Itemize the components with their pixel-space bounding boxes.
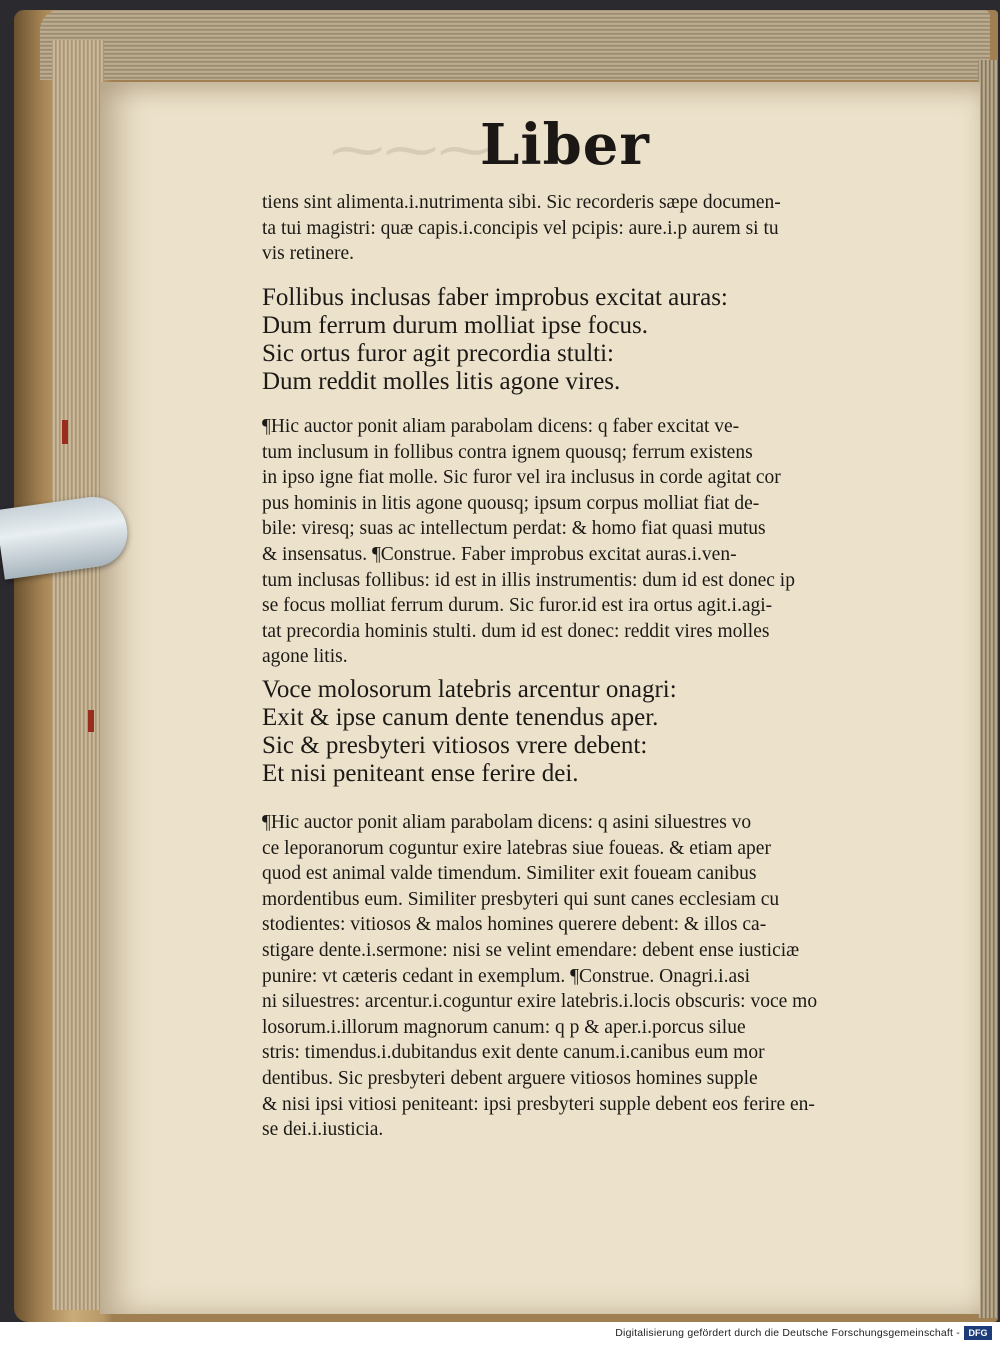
text-line: losorum.i.illorum magnorum canum: q p & aper.i.porcus silue <box>262 1016 746 1038</box>
text-line: ¶Hic auctor ponit aliam parabolam dicens: q asini siluestres vo <box>262 812 752 833</box>
text-line: bile: viresq; suas ac intellectum perdat: & homo fiat quasi mutus <box>262 518 766 540</box>
book-page-edges <box>52 40 104 1310</box>
commentary-block-2 <box>262 810 878 1143</box>
text-line: se dei.i.iusticia. <box>262 1119 384 1141</box>
bookmark-ribbon <box>62 420 68 444</box>
text-line: dentibus. Sic presbyteri debent arguere vitiosos homines supple <box>262 1067 758 1089</box>
running-head: Liber <box>480 112 650 178</box>
text-line: tum inclusum in follibus contra ignem quousq; ferrum existens <box>262 441 753 463</box>
book-right-edge <box>978 60 998 1318</box>
text-line: stigare dente.i.sermone: nisi se velint emendare: debent ense iusticiæ <box>262 939 800 961</box>
text-line: mordentibus eum. Similiter presbyteri qui sunt canes ecclesiam cu <box>262 888 780 910</box>
verse-line: Dum ferrum durum molliat ipse focus. <box>262 312 649 339</box>
funding-credit: Digitalisierung gefördert durch die Deutsche Forschungsgemeinschaft - <box>615 1327 960 1339</box>
text-line: ¶Hic auctor ponit aliam parabolam dicens: q faber excitat ve- <box>262 416 740 437</box>
footer-bar <box>0 1322 1000 1345</box>
verse-line: Exit & ipse canum dente tenendus aper. <box>262 704 659 731</box>
verse-block-2 <box>262 676 878 788</box>
text-line: ce leporanorum coguntur exire latebras siue foueas. & etiam aper <box>262 837 771 859</box>
text-line: stodientes: vitiosos & malos homines querere debent: & illos ca- <box>262 914 767 936</box>
text-line: tiens sint alimenta.i.nutrimenta sibi. Sic recorderis sæpe documen- <box>262 192 781 213</box>
verse-line: Et nisi peniteant ense ferire dei. <box>262 760 579 787</box>
verse-block-1 <box>262 284 878 396</box>
verse-line: Sic & presbyteri vitiosos vrere debent: <box>262 732 648 759</box>
verse-line: Sic ortus furor agit precordia stulti: <box>262 340 615 367</box>
text-block-intro <box>262 190 878 267</box>
text-line: ni siluestres: arcentur.i.coguntur exire latebris.i.locis obscuris: voce mo <box>262 991 818 1013</box>
text-line: stris: timendus.i.dubitandus exit dente canum.i.canibus eum mor <box>262 1042 765 1064</box>
text-line: pus hominis in litis agone quousq; ipsum corpus molliat fiat de- <box>262 492 760 514</box>
text-line: tum inclusas follibus: id est in illis instrumentis: dum id est donec ip <box>262 569 795 591</box>
verse-line: Voce molosorum latebris arcentur onagri: <box>262 676 677 703</box>
text-line: ta tui magistri: quæ capis.i.concipis vel pcipis: aure.i.p aurem si tu <box>262 217 779 239</box>
show-through-text: ⁓⁓⁓ <box>330 118 492 181</box>
commentary-block-1 <box>262 414 878 670</box>
dfg-logo[interactable]: DFG <box>964 1326 992 1340</box>
text-line: se focus molliat ferrum durum. Sic furor.id est ira ortus agit.i.agi- <box>262 595 773 617</box>
text-line: tat precordia hominis stulti. dum id est donec: reddit vires molles <box>262 620 770 642</box>
text-line: & nisi ipsi vitiosi peniteant: ipsi presbyteri supple debent eos ferire en- <box>262 1093 815 1115</box>
text-line: vis retinere. <box>262 243 355 265</box>
bookmark-ribbon <box>88 710 94 732</box>
text-line: punire: vt cæteris cedant in exemplum. ¶Construe. Onagri.i.asi <box>262 965 751 987</box>
text-line: quod est animal valde timendum. Similiter exit foueam canibus <box>262 863 757 885</box>
verse-line: Dum reddit molles litis agone vires. <box>262 368 621 395</box>
book-top-edge <box>40 10 990 80</box>
verse-line: Follibus inclusas faber improbus excitat auras: <box>262 284 728 311</box>
text-line: agone litis. <box>262 646 348 668</box>
text-line: in ipso igne fiat molle. Sic furor vel ira inclusus in corde agitat cor <box>262 467 781 489</box>
text-line: & insensatus. ¶Construe. Faber improbus excitat auras.i.ven- <box>262 543 737 565</box>
